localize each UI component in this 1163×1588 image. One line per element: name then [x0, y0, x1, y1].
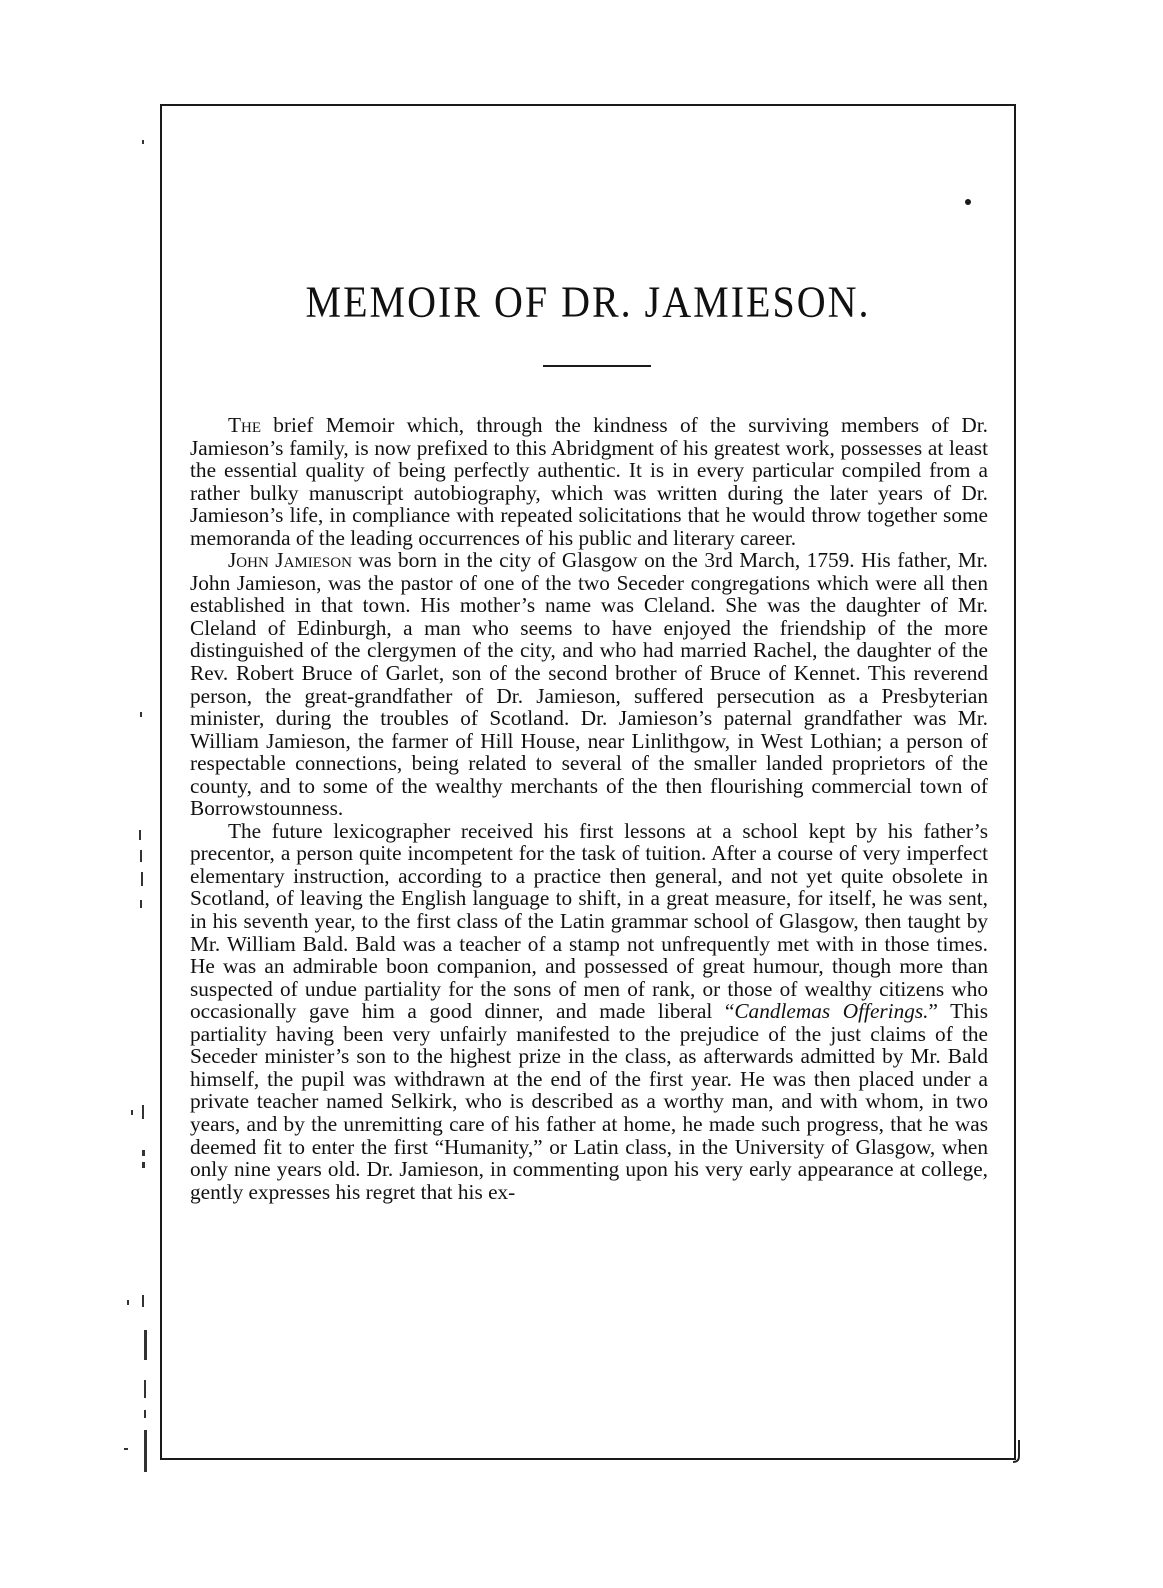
scan-mark: [144, 1410, 146, 1418]
scan-mark: [142, 1162, 145, 1168]
paragraph-lead: John Jamieson: [228, 548, 352, 573]
margin-scan-marks: [120, 130, 160, 1490]
scan-mark: [142, 1150, 145, 1156]
paragraph-text: brief Memoir which, through the kindness of the surviving members of Dr. Jamieson’s family, is now prefixed to this Abridgment of his greatest work, possesses at least the essential quality of being perfectly authentic. It is in every particular compiled from a rather bulky manuscript autobiography, which was written during the later years of Dr. Jamieson’s life, in compliance with repeated solicitations that he would throw together some memoranda of the leading occurrences of his public and literary career.: [190, 413, 988, 550]
paragraph-schooling: [190, 820, 988, 1203]
scan-mark: [144, 1430, 147, 1472]
print-speck: [965, 199, 971, 205]
scan-mark: [141, 872, 143, 886]
corner-scan-mark: [1010, 1440, 1024, 1471]
paragraph-text: was born in the city of Glasgow on the 3rd March, 1759. His father, Mr. John Jamieson, was the pastor of one of the two Seceder congregations which were all then established in that town. His mother’s name was Cleland. She was the daughter of Mr. Cleland of Edinburgh, a man who seems to have enjoyed the friendship of the more distinguished of the clergymen of the city, and who had married Rachel, the daughter of the Rev. Robert Bruce of Garlet, son of the second brother of Bruce of Kennet. This reverend person, the great-grandfather of Dr. Jamieson, suffered persecution as a Presbyterian minister, during the troubles of Scotland. Dr. Jamieson’s paternal grandfather was Mr. William Jamieson, the farmer of Hill House, near Linlithgow, in West Lothian; a person of respectable connections, being related to several of the smaller landed proprietors of the county, and to some of the wealthy merchants of the then flourishing commercial town of Borrowstounness.: [190, 548, 988, 821]
memoir-body: [190, 414, 988, 1203]
page-title: MEMOIR OF DR. JAMIESON.: [305, 276, 871, 327]
scan-mark: [127, 1300, 129, 1305]
scan-mark: [142, 1295, 144, 1307]
scan-mark: [142, 140, 144, 144]
scan-mark: [142, 1105, 144, 1119]
paragraph-birth: [190, 549, 988, 820]
scan-mark: [140, 712, 142, 717]
scan-mark: [131, 1110, 133, 1115]
scan-mark: [140, 850, 142, 862]
paragraph-intro: [190, 414, 988, 549]
scan-mark: [140, 900, 142, 908]
corner-squiggle-icon: [1010, 1440, 1024, 1464]
scan-mark: [144, 1330, 147, 1360]
title-divider: [543, 365, 651, 367]
scan-mark: [139, 830, 141, 840]
scan-mark: [144, 1380, 146, 1398]
paragraph-text: ” This partiality having been very unfairly manifested to the prejudice of the just claims of the Seceder minister’s son to the highest prize in the class, as afterwards admitted by Mr. Bald himself, the pupil was withdrawn at the end of the first year. He was then placed under a private teacher named Selkirk, who is described as a worthy man, and with whom, in two years, and by the unremitting care of his father at home, he made such progress, that he was deemed fit to enter the first “Humanity,” or Latin class, in the University of Glasgow, when only nine years old. Dr. Jamieson, in commenting upon his very early appearance at college, gently expresses his regret that his ex-: [190, 999, 988, 1204]
paragraph-lead: The: [228, 413, 262, 437]
paragraph-text: The future lexicographer received his first lessons at a school kept by his father’s precentor, a person quite incompetent for the task of tuition. After a course of very imperfect elementary instruction, according to a practice then general, and not yet quite obsolete in Scotland, of leaving the English language to shift, in a great measure, for itself, he was sent, in his seventh year, to the first class of the Latin grammar school of Glasgow, then taught by Mr. William Bald. Bald was a teacher of a stamp not unfrequently met with in those times. He was an admirable boon companion, and possessed of great humour, though more than suspected of undue partiality for the sons of men of rank, or those of wealthy citizens who occasionally gave him a good dinner, and made liberal “: [190, 818, 988, 1024]
scan-mark: [124, 1448, 128, 1450]
bottom-rule: [160, 1458, 1016, 1459]
italic-phrase: Candlemas Offerings.: [734, 999, 929, 1024]
